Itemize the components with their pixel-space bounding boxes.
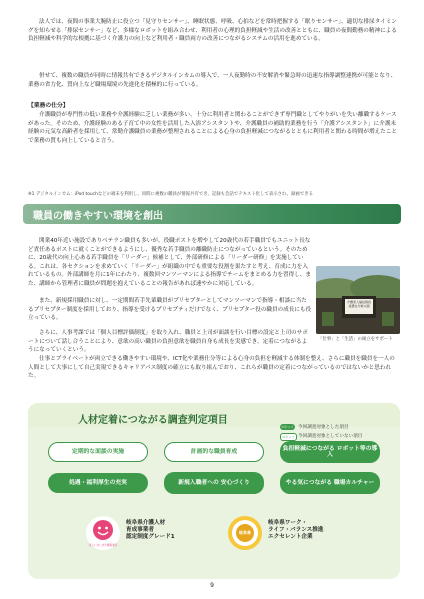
cert-logo-wlb — [228, 516, 262, 550]
facility-sign: 介護老人福祉施設 美濃白川楽々園 — [346, 300, 371, 308]
section-title: 職員の働きやすい環境を創出 — [33, 211, 163, 222]
legend-badge-2: ロボット — [280, 433, 297, 441]
cert2-line1: 岐阜県ワーク・ — [268, 520, 308, 526]
cert2-line3: エクセレント企業 — [268, 534, 313, 540]
cert-logo-kaigo — [86, 516, 120, 550]
section-banner — [23, 204, 401, 224]
item-welfare-benefits: 処遇・福利厚生の充実 — [48, 473, 148, 493]
cert1-line2: 育成事業者 — [126, 527, 154, 533]
page-number: 9 — [210, 582, 214, 589]
cert-logo-kaigo-text: ぎふいきいき介護事業所 — [88, 544, 118, 547]
facility-photo — [316, 266, 400, 334]
legend-text-1: 今回調査対象とした項目 — [298, 425, 349, 430]
item-workplace-culture: やる気につながる 職場カルチャー — [280, 472, 380, 494]
assessment-panel — [28, 403, 400, 579]
item-new-hire-support: 新規入職者への 安心づくり — [164, 472, 264, 494]
intro-paragraph-2: 併せて、複数の職員が同時に情報共有できるデジタルインカムの導入で、一人夜勤時の不安解消や緊急時の迅速な指導調整連携が可能となり、業務の省力化、質向上など職場環境の先進化を積極的に行っている。 — [28, 73, 397, 88]
cert-logo-wlb-text: 岐阜県 — [239, 530, 251, 535]
item-robot-introduction: 負担軽減につながる ロボット等の導入 — [280, 441, 380, 463]
section-paragraph-4: 仕事とプライベートが両立できる働きやすい環境や、ICT化や業務仕分等による心身の負担を軽減する体制を整え、さらに職員を職員を一人の人間として大事にして自己実現できるキャリアパス制度の確立にも取り組んでおり、これらが職員の定着につながっているのではないかと思われた。 — [28, 356, 395, 380]
section-paragraph-3: さらに、人事考課では「個人目標評価制度」を取り入れ、職員と上司が面談を行い目標の設定と上司のサポートについて話し合うことにより、意欲の高い職員の負担意欲を職員自身も成長を実感でき、定着につながるようになっていくという。 — [28, 330, 308, 354]
item-regular-interview: 定期的な面談の実施 — [48, 442, 148, 462]
cert1-line1: 岐阜県介護人材 — [126, 520, 166, 526]
cert1-line3: 認定制度グレード1 — [126, 534, 175, 540]
legend-text-2: 今回調査対象としていない項目 — [298, 434, 363, 439]
panel-title: 人材定着につながる調査判定項目 — [78, 415, 228, 426]
intro-paragraph-1: 法人では、夜間の事業大腕防止に役立つ「見守りセンサー」、睡眠状態、呼吸、心拍などを常時把握する「眠りセンサー」、適切な排尿タイミングを知らせる「排尿センサー」など、多様なロボットを組み合わせ、利用者の心理的負担軽減や生活の改善とともに、職員の夜間勤務の精神による負担軽減や科学的な根拠に基づく介護力の向上など利用者・職員両方の改善につながるシステムの活用を進めている。 — [28, 19, 397, 43]
mechanism-heading: 【業務の仕分】 — [28, 103, 69, 109]
photo-caption: 「仕事」と「生活」の両立をサポート — [318, 337, 393, 342]
item-planned-training: 計画的な職員育成 — [164, 442, 264, 462]
footnote: ※1 デジタルインカム：iPod touchなどの端末を利用し、同時に複数の職員が情報共有でき、記録も会話でテキスト化して表示され、録画できる — [28, 192, 314, 197]
legend-badge-1: ロボット — [281, 425, 294, 429]
cert2-line2: ライフ・バランス推進 — [268, 527, 324, 533]
section-paragraph-1: 開業40年近い施設でありベテラン職員も多いが、役職ポストを増やして20歳代の若手職員でもユニット長など責任あるポストに就くことができるようにし、優秀な若手職員の離職防止につながっているという。そのために、20歳代の向上心ある若手職員を「リーダー」候補として、外部研修による「リーダー研修」を実施している。これは、各セクションを求めていく「リーダー」が組織の中でも重要な役割を果たすと考え、育成に力を入れているもの。外部講師を月に1年にわたり、複数回マンツーマンによる指導でチームをまとめる力を習得し、また、講師から管理者に職員が問題を抱えていることの報告があれば速やかに対応している。 — [28, 238, 312, 287]
mechanism-paragraph: 介護職員が専門性の低い業務や介護経験に乏しい業務が多い、十分に利用者と関わることができず専門職としてやりがいを失い離職するケースがあった。そのため、介護経験のある子育て中の女性を活用した入浴アシスタントや、介護職員の補助的業務を行う「介護アシスタント」に介護未経験の元気な高齢者を採用して、常勤介護職員の業務が整理されることによる心身の負担軽減につながるとともに利用者と関わる時間が増えたことで業務の質も向上していると言う。 — [28, 112, 397, 144]
section-paragraph-2: また、新規採用職員に対し、一定期間若手先輩職員がプリセプターとしてマンツーマンで指導・相談に当たるプリセプター制度を採用しており、指導を受けるプリセプティだけでなく、プリセプター役の職員の成長にも役立っている。 — [28, 298, 312, 322]
